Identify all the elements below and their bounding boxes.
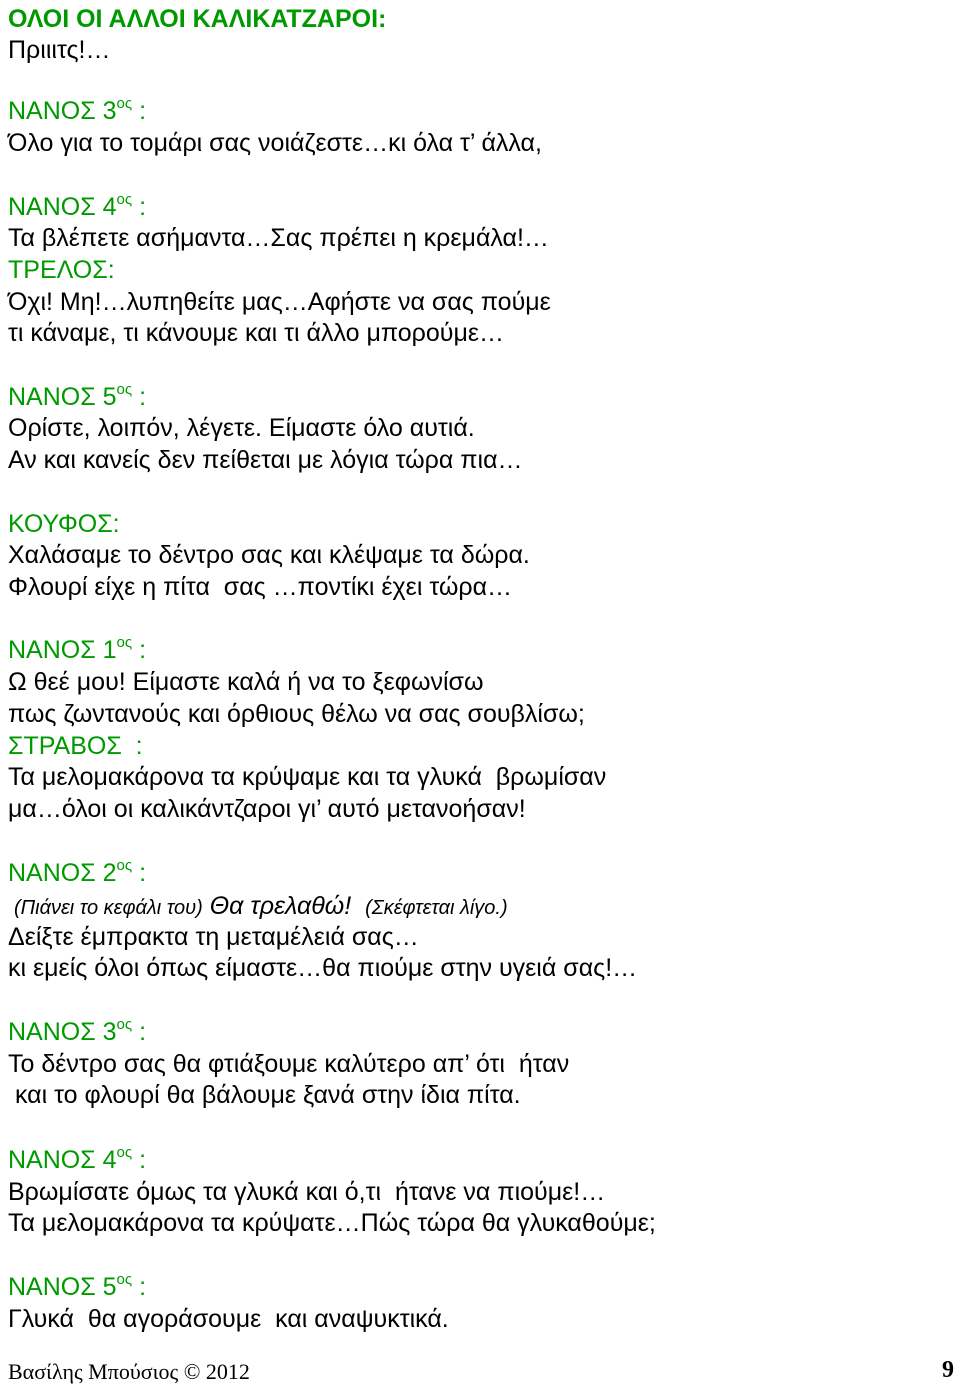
speaker-nanos-1: ΝΑΝΟΣ $1^{o\varsigma}$ : (8, 634, 147, 664)
speaker-nanos-3: ΝΑΝΟΣ $3^{o\varsigma}$ : (8, 1016, 147, 1046)
dialogue-line: πως ζωντανούς και όρθιους θέλω να σας σουβλίσω; (8, 700, 585, 728)
dialogue-line: Τα βλέπετε ασήμαντα…Σας πρέπει η κρεμάλα!… (8, 224, 549, 252)
dialogue-line: Ω θεέ μου! Είμαστε καλά ή να το ξεφωνίσω (8, 668, 484, 696)
speaker-label: ΟΛΟΙ ΟΙ ΑΛΛΟΙ ΚΑΛΙΚΑΤΖΑΡΟΙ: (8, 5, 387, 33)
dialogue-line: Φλουρί είχε η πίτα σας …ποντίκι έχει τώρα… (8, 573, 513, 601)
speaker-nanos-2: ΝΑΝΟΣ $2^{o\varsigma}$ : (8, 857, 147, 887)
speaker-all-others (8, 4, 386, 34)
dialogue-line: Όλο για το τομάρι σας νοιάζεστε…κι όλα τ’ άλλα, (8, 129, 542, 157)
speaker-nanos-5: ΝΑΝΟΣ $5^{o\varsigma}$ : (8, 1271, 147, 1301)
speaker-nanos-5: ΝΑΝΟΣ $5^{o\varsigma}$ : (8, 381, 147, 411)
dialogue-line: Δείξτε έμπρακτα τη μεταμέλειά σας… (8, 923, 419, 951)
speaker-nanos-4: ΝΑΝΟΣ $4^{o\varsigma}$ : (8, 1144, 147, 1174)
speaker-nanos-4: ΝΑΝΟΣ $4^{o\varsigma}$ : (8, 191, 147, 221)
dialogue-line: Τα μελομακάρονα τα κρύψαμε και τα γλυκά βρωμίσαν (8, 763, 607, 791)
speaker-nanos-3: ΝΑΝΟΣ $3^{o\varsigma}$ : (8, 95, 147, 125)
dialogue-line: Όχι! Μη!…λυπηθείτε μας…Αφήστε να σας πούμε (8, 288, 551, 316)
page-number: 9 (942, 1357, 954, 1383)
footer-author: Βασίλης Μπούσιος © 2012 (8, 1359, 250, 1384)
dialogue-line: Ορίστε, λοιπόν, λέγετε. Είμαστε όλο αυτιά. (8, 414, 475, 442)
dialogue-line: Το δέντρο σας θα φτιάξουμε καλύτερο απ’ ότι ήταν (8, 1050, 570, 1078)
dialogue-italic: Θα τρελαθώ! (209, 892, 352, 920)
dialogue-line: Γλυκά θα αγοράσουμε και αναψυκτικά. (8, 1305, 449, 1333)
dialogue-line: τι κάναμε, τι κάνουμε και τι άλλο μπορούμε… (8, 319, 505, 347)
dialogue-line: Τα μελομακάρονα τα κρύψατε…Πώς τώρα θα γλυκαθούμε; (8, 1209, 656, 1237)
speaker-koufos: ΚΟΥΦΟΣ: (8, 510, 120, 538)
dialogue-line: Αν και κανείς δεν πείθεται με λόγια τώρα πια… (8, 446, 523, 474)
stage-direction: (Σκέφτεται λίγο.) (365, 897, 508, 919)
stage-direction-line (8, 891, 508, 923)
dialogue-line: μα…όλοι οι καλικάντζαροι γι’ αυτό μετανοήσαν! (8, 795, 526, 823)
stage-direction: (Πιάνει το κεφάλι του) (14, 897, 203, 919)
dialogue-line: και το φλουρί θα βάλουμε ξανά στην ίδια πίτα. (8, 1081, 521, 1109)
dialogue-line: Χαλάσαμε το δέντρο σας και κλέψαμε τα δώρα. (8, 541, 530, 569)
dialogue-line: κι εμείς όλοι όπως είμαστε…θα πιούμε στην υγειά σας!… (8, 954, 638, 982)
speaker-stravos: ΣΤΡΑΒΟΣ : (8, 732, 143, 760)
dialogue-line: Πριιιτς!… (8, 36, 111, 64)
dialogue-line: Βρωμίσατε όμως τα γλυκά και ό,τι ήτανε να πιούμε!… (8, 1178, 606, 1206)
speaker-trelos: ΤΡΕΛΟΣ: (8, 256, 115, 284)
